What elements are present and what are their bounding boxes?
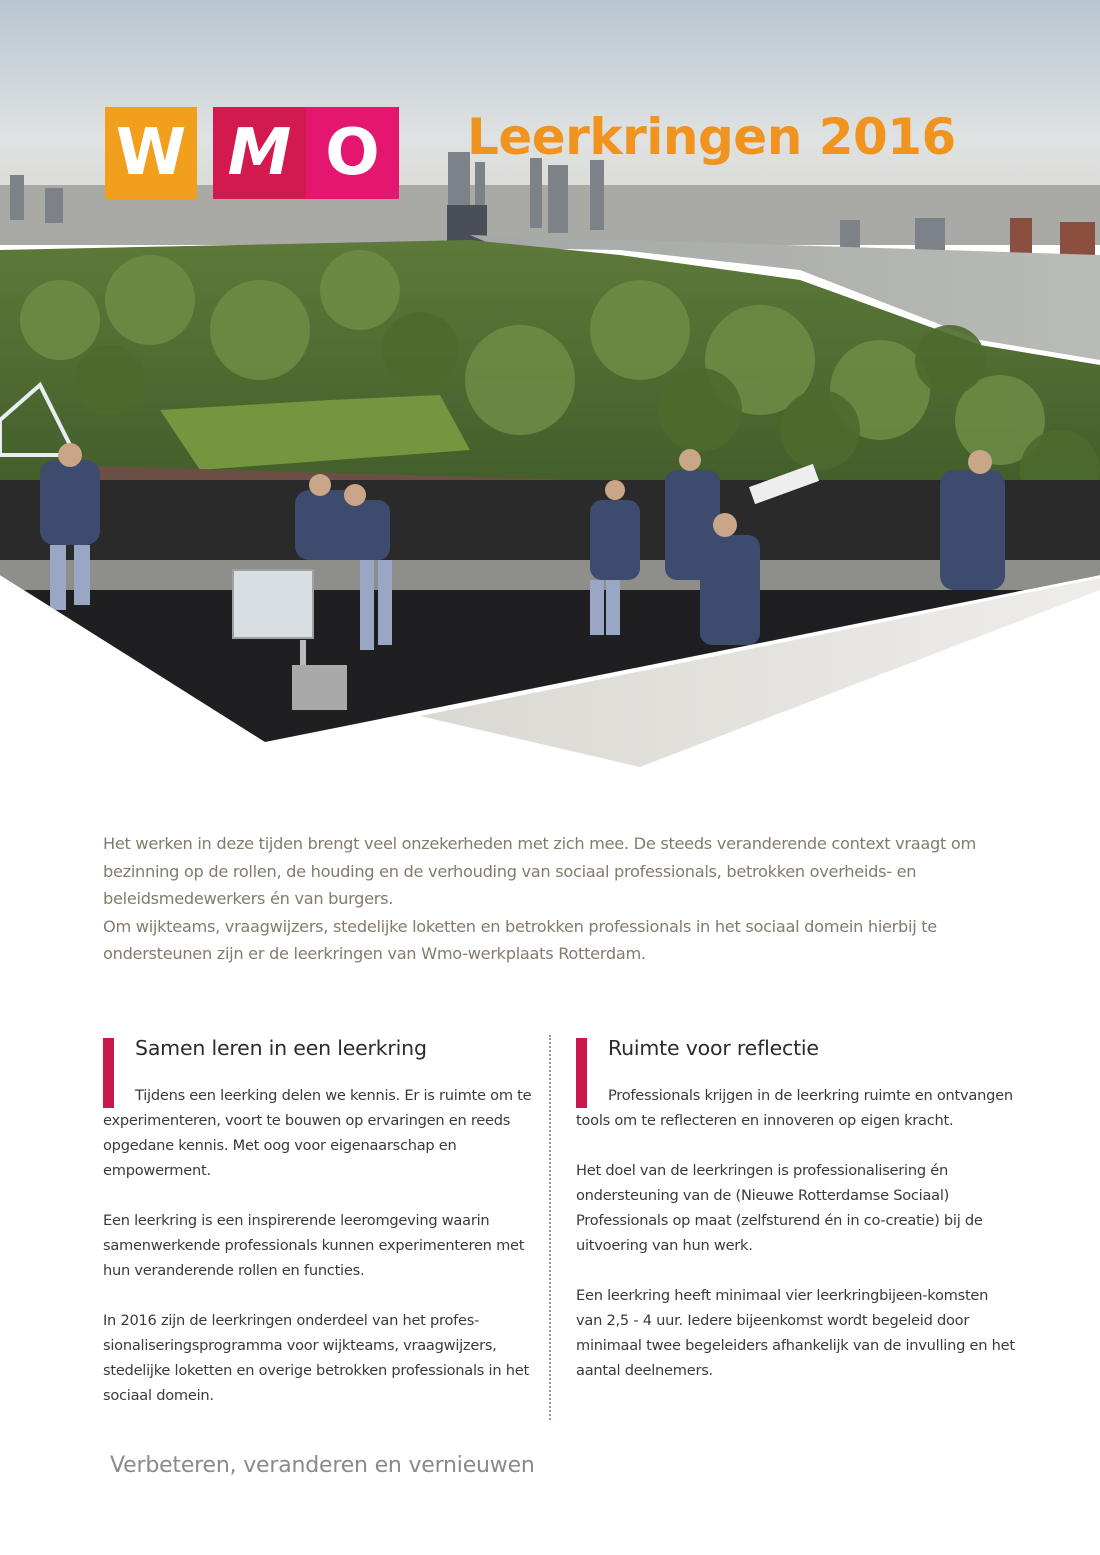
- intro-paragraph: Het werken in deze tijden brengt veel onzekerheden met zich mee. De steeds veranderende context vraagt om bezinning op de rollen, de houding en de verhouding van sociaal professionals, betrokken overheids- en beleidsmedewerkers én van burgers.: [103, 834, 976, 908]
- page-title: Leerkringen 2016: [467, 108, 956, 166]
- logo-letter-w: W: [105, 107, 197, 199]
- section-paragraph: In 2016 zijn de leerkringen onderdeel van het profes-sionaliseringsprogramma voor wijkteams, vraagwijzers, stedelijke loketten en overige betrokken professionals in het sociaal domein.: [103, 1312, 529, 1404]
- section-heading: Samen leren in een leerkring: [135, 1036, 427, 1060]
- intro-paragraph: Om wijkteams, vraagwijzers, stedelijke loketten en betrokken professionals in het sociaal domein hierbij te ondersteunen zijn er de leerkringen van Wmo-werkplaats Rotterdam.: [103, 916, 937, 963]
- accent-bar: [576, 1038, 587, 1108]
- column-divider: [549, 1035, 551, 1420]
- logo-letter-o: O: [306, 107, 399, 199]
- accent-bar: [103, 1038, 114, 1108]
- wmo-logo: [105, 107, 399, 199]
- section-paragraph: Professionals krijgen in de leerkring ruimte en ontvangen tools om te reflecteren en innoveren op eigen kracht.: [576, 1087, 1013, 1129]
- section-paragraph: Een leerkring is een inspirerende leeromgeving waarin samenwerkende professionals kunnen experimenteren met hun veranderende rollen en functies.: [103, 1212, 525, 1279]
- section-paragraph: Het doel van de leerkringen is professionalisering én ondersteuning van de (Nieuwe Rotterdamse Sociaal) Professionals op maat (zelfsturend én in co-creatie) bij de uitvoering van hun werk.: [576, 1162, 983, 1254]
- logo-letter-m: M: [213, 107, 306, 199]
- column-samen-leren: [103, 1030, 548, 1433]
- section-paragraph: Een leerkring heeft minimaal vier leerkringbijeen-komsten van 2,5 - 4 uur. Iedere bijeenkomst wordt begeleid door minimaal twee begeleiders afhankelijk van de invulling en het aantal deelnemers.: [576, 1287, 1015, 1379]
- column-ruimte-reflectie: [576, 1030, 1016, 1408]
- section-heading: Ruimte voor reflectie: [608, 1036, 819, 1060]
- intro-text: [103, 830, 1013, 968]
- footer-tagline: Verbeteren, veranderen en vernieuwen: [110, 1453, 535, 1478]
- section-paragraph: Tijdens een leerking delen we kennis. Er is ruimte om te experimenteren, voort te bouwen op ervaringen en reeds opgedane kennis. Met oog voor eigenaarschap en empowerment.: [103, 1087, 532, 1179]
